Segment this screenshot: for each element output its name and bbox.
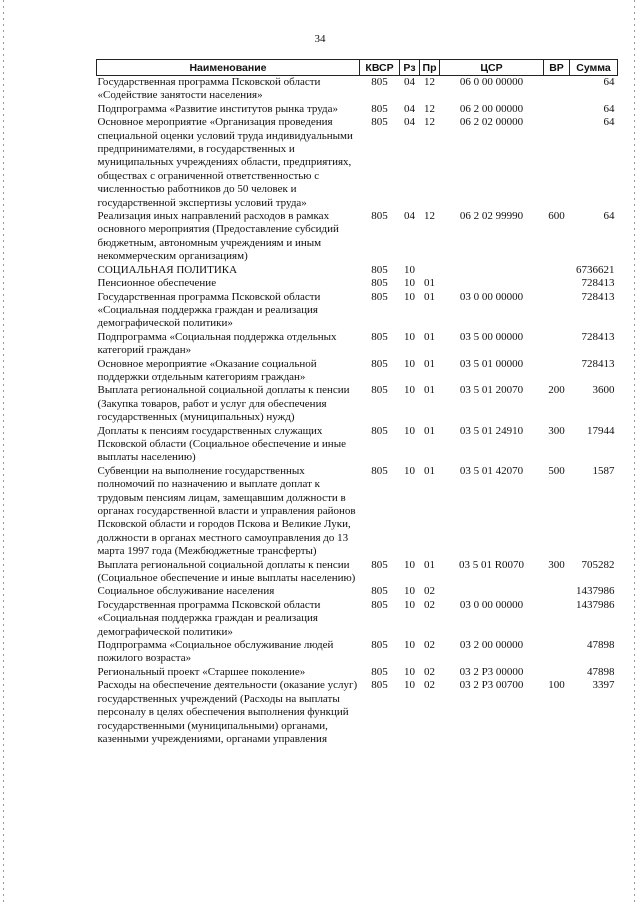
header-name: Наименование: [97, 60, 360, 76]
cell-vr: [544, 639, 570, 666]
cell-vr: 500: [548, 464, 565, 477]
cell-rz: 10: [404, 263, 415, 276]
cell-sum: 1587: [592, 464, 615, 477]
cell-csr: 03 5 01 R0070: [458, 558, 525, 571]
cell-pr: 01: [424, 277, 435, 290]
cell-kvsr: 805: [371, 639, 388, 652]
cell-csr: 03 2 P3 00000: [459, 665, 524, 678]
cell-rz: 10: [404, 290, 415, 303]
cell-kvsr: 805: [371, 330, 388, 343]
cell-rz: 10: [404, 330, 415, 343]
cell-kvsr: 805: [371, 263, 388, 276]
cell-rz: 04: [404, 116, 415, 129]
table-row: [97, 103, 618, 116]
cell-name: Расходы на обеспечение деятельности (оказание услуг) государственных учреждений (Расходы на выплаты персоналу в целях обеспечения выполнения функций государственными (муниципальными) органами, казенными учреждениями, органами управления: [97, 679, 358, 745]
cell-sum: 64: [603, 76, 615, 88]
cell-vr: 600: [548, 210, 565, 223]
cell-sum: 728413: [581, 290, 615, 303]
table-row: [97, 679, 618, 746]
cell-pr: 02: [424, 679, 435, 692]
cell-vr: [544, 291, 570, 331]
header-pr: Пр: [420, 60, 440, 76]
right-scan-border: [634, 0, 635, 905]
cell-rz: 10: [404, 585, 415, 598]
cell-pr: 12: [424, 76, 435, 88]
cell-csr: 06 0 00 00000: [459, 76, 524, 88]
cell-csr: 03 5 01 00000: [459, 357, 524, 370]
cell-pr: 01: [424, 384, 435, 397]
table-header-row: [97, 60, 618, 76]
table-row: [97, 116, 618, 210]
cell-kvsr: 805: [371, 277, 388, 290]
table-row: [97, 559, 618, 586]
table-row: [97, 264, 618, 277]
cell-rz: 04: [404, 102, 415, 115]
cell-vr: 300: [548, 424, 565, 437]
cell-vr: [544, 103, 570, 116]
cell-pr: 01: [424, 464, 435, 477]
table-row: [97, 291, 618, 331]
cell-vr: 200: [548, 384, 565, 397]
cell-kvsr: 805: [371, 585, 388, 598]
header-rz: Рз: [400, 60, 420, 76]
cell-kvsr: 805: [371, 210, 388, 223]
cell-csr: 03 2 00 00000: [459, 639, 524, 652]
cell-sum: 728413: [581, 330, 615, 343]
cell-vr: [544, 666, 570, 679]
cell-name: Подпрограмма «Социальная поддержка отдельных категорий граждан»: [97, 330, 337, 357]
cell-kvsr: 805: [371, 665, 388, 678]
header-csr: ЦСР: [440, 60, 544, 76]
cell-rz: 04: [404, 210, 415, 223]
cell-name: Основное мероприятие «Организация проведения специальной оценки условий труда индивидуальными предпринимателями, в государственных и муниципальных учреждениях области, предприятиях, обществах с ограниченной ответственностью с численностью работников до 50 человек и государственной экспертизы условий труда»: [97, 116, 353, 209]
header-sum: Сумма: [570, 60, 618, 76]
budget-table: [96, 59, 618, 746]
table-row: [97, 331, 618, 358]
cell-csr: 03 0 00 00000: [459, 290, 524, 303]
cell-kvsr: 805: [371, 679, 388, 692]
cell-name: Подпрограмма «Развитие институтов рынка труда»: [97, 102, 339, 115]
cell-rz: 10: [404, 679, 415, 692]
cell-name: Государственная программа Псковской области «Социальная поддержка граждан и реализация демографической политики»: [97, 598, 321, 638]
table-row: [97, 384, 618, 424]
cell-vr: 300: [548, 558, 565, 571]
header-vr: ВР: [544, 60, 570, 76]
cell-rz: 10: [404, 665, 415, 678]
table-row: [97, 210, 618, 264]
cell-sum: 64: [603, 210, 615, 223]
cell-vr: [544, 76, 570, 103]
cell-vr: [544, 116, 570, 210]
page-number: 34: [314, 33, 326, 45]
header-kvsr: КВСР: [360, 60, 400, 76]
cell-pr: 12: [424, 210, 435, 223]
cell-name: Подпрограмма «Социальное обслуживание людей пожилого возраста»: [97, 639, 334, 665]
cell-pr: 02: [424, 639, 435, 652]
table-row: [97, 585, 618, 598]
cell-kvsr: 805: [371, 384, 388, 397]
cell-kvsr: 805: [371, 558, 388, 571]
cell-pr: 02: [424, 598, 435, 611]
cell-csr: 03 0 00 00000: [459, 598, 524, 611]
cell-sum: 47898: [587, 639, 615, 652]
table-row: [97, 666, 618, 679]
cell-sum: 705282: [581, 558, 615, 571]
cell-csr: [440, 277, 544, 290]
cell-name: Государственная программа Псковской области «Содействие занятости населения»: [97, 76, 321, 102]
cell-vr: [544, 331, 570, 358]
cell-name: СОЦИАЛЬНАЯ ПОЛИТИКА: [97, 263, 238, 276]
cell-name: Доплаты к пенсиям государственных служащих Псковской области (Социальное обеспечение и иные выплаты населению): [97, 424, 346, 464]
cell-rz: 10: [404, 464, 415, 477]
cell-vr: [544, 264, 570, 277]
cell-kvsr: 805: [371, 290, 388, 303]
cell-name: Социальное обслуживание населения: [97, 585, 275, 598]
cell-kvsr: 805: [371, 598, 388, 611]
cell-vr: [544, 358, 570, 385]
cell-name: Пенсионное обеспечение: [97, 277, 217, 290]
cell-csr: 06 2 02 00000: [459, 116, 524, 129]
cell-kvsr: 805: [371, 76, 388, 88]
cell-sum: 728413: [581, 277, 615, 290]
cell-kvsr: 805: [371, 424, 388, 437]
cell-csr: 06 2 00 00000: [459, 102, 524, 115]
cell-name: Субвенции на выполнение государственных полномочий по назначению и выплате доплат к трудовым пенсиям лицам, замещавшим должности в органах государственной власти и управления районов Псковской области и городов Пскова и Великие Луки, должности в органах местного самоуправления до 13 марта 1997 года (Межбюджетные трансферты): [97, 464, 356, 558]
cell-pr: 01: [424, 558, 435, 571]
cell-pr: 12: [424, 116, 435, 129]
cell-pr: 01: [424, 424, 435, 437]
cell-kvsr: 805: [371, 102, 388, 115]
cell-name: Выплата региональной социальной доплаты к пенсии (Социальное обеспечение и иные выплаты населению): [97, 558, 356, 585]
table-row: [97, 599, 618, 639]
cell-kvsr: 805: [371, 116, 388, 129]
cell-csr: 03 5 01 42070: [459, 464, 524, 477]
cell-vr: [544, 599, 570, 639]
budget-table-container: [96, 59, 617, 746]
table-row: [97, 639, 618, 666]
cell-sum: 728413: [581, 357, 615, 370]
cell-sum: 47898: [587, 665, 615, 678]
cell-vr: [544, 585, 570, 598]
table-row: [97, 76, 618, 103]
cell-csr: [440, 585, 544, 598]
cell-rz: 10: [404, 424, 415, 437]
cell-rz: 10: [404, 639, 415, 652]
cell-sum: 1437986: [576, 585, 615, 598]
cell-sum: 3397: [592, 679, 615, 692]
cell-rz: 04: [404, 76, 415, 88]
cell-pr: [420, 264, 440, 277]
cell-vr: [544, 277, 570, 290]
cell-name: Государственная программа Псковской области «Социальная поддержка граждан и реализация демографической политики»: [97, 290, 321, 330]
cell-csr: 03 5 00 00000: [459, 330, 524, 343]
cell-csr: 03 2 P3 00700: [459, 679, 524, 692]
table-row: [97, 465, 618, 559]
cell-pr: 02: [424, 665, 435, 678]
cell-csr: 06 2 02 99990: [459, 210, 524, 223]
cell-pr: 02: [424, 585, 435, 598]
cell-sum: 6736621: [576, 263, 615, 276]
cell-csr: [440, 264, 544, 277]
cell-name: Основное мероприятие «Оказание социальной поддержки отдельным категориям граждан»: [97, 357, 317, 383]
cell-csr: 03 5 01 20070: [459, 384, 524, 397]
cell-pr: 12: [424, 102, 435, 115]
cell-pr: 01: [424, 290, 435, 303]
cell-vr: 100: [548, 679, 565, 692]
table-row: [97, 425, 618, 465]
cell-sum: 64: [603, 116, 615, 129]
cell-rz: 10: [404, 558, 415, 571]
table-body: [97, 76, 618, 747]
cell-sum: 3600: [592, 384, 615, 397]
left-scan-border: [3, 0, 4, 905]
cell-rz: 10: [404, 277, 415, 290]
cell-name: Реализация иных направлений расходов в рамках основного мероприятия (Предоставление субсидий бюджетным, автономным учреждениям и иным некоммерческим организациям): [97, 210, 339, 263]
cell-pr: 01: [424, 357, 435, 370]
cell-kvsr: 805: [371, 357, 388, 370]
cell-sum: 64: [603, 102, 615, 115]
cell-sum: 17944: [587, 424, 615, 437]
cell-rz: 10: [404, 598, 415, 611]
cell-pr: 01: [424, 330, 435, 343]
table-row: [97, 358, 618, 385]
cell-sum: 1437986: [576, 598, 615, 611]
cell-kvsr: 805: [371, 464, 388, 477]
cell-name: Выплата региональной социальной доплаты к пенсии (Закупка товаров, работ и услуг для обеспечения государственных (муниципальных) нужд): [97, 384, 350, 424]
table-row: [97, 277, 618, 290]
cell-name: Региональный проект «Старшее поколение»: [97, 665, 306, 678]
cell-rz: 10: [404, 384, 415, 397]
cell-csr: 03 5 01 24910: [459, 424, 524, 437]
cell-rz: 10: [404, 357, 415, 370]
